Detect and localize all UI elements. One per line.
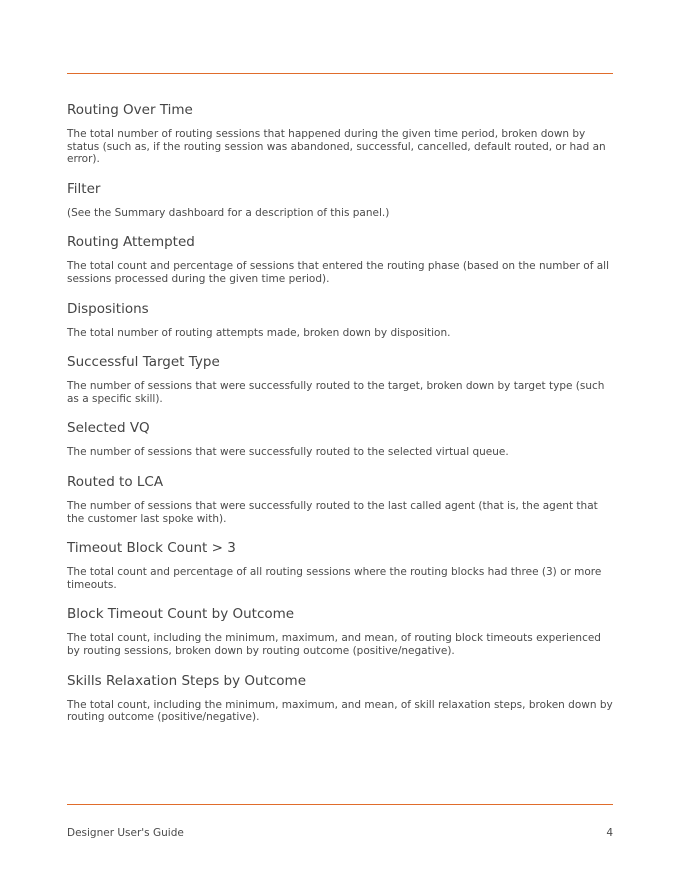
section-body: The total count and percentage of all routing sessions where the routing blocks had three (3) or more timeouts. (67, 566, 602, 591)
section-heading: Routing Attempted (67, 234, 195, 251)
footer-guide-title: Designer User's Guide (67, 827, 184, 839)
section-body: The total count and percentage of sessions that entered the routing phase (based on the number of all sessions processed during the given time period). (67, 260, 610, 285)
section-body: (See the Summary dashboard for a description of this panel.) (67, 206, 390, 219)
footer-divider (67, 804, 613, 805)
section-block-timeout-count-by-outcome (67, 605, 615, 657)
section-dispositions (67, 300, 615, 340)
section-routing-attempted (67, 233, 615, 285)
section-successful-target-type (67, 353, 615, 405)
section-selected-vq (67, 419, 615, 459)
section-routed-to-lca (67, 473, 615, 525)
section-timeout-block-count (67, 539, 615, 591)
section-skills-relaxation-steps (67, 672, 615, 724)
section-heading: Dispositions (67, 300, 149, 317)
footer-page-number: 4 (606, 827, 613, 839)
section-routing-over-time (67, 101, 615, 166)
section-filter (67, 180, 615, 220)
section-body: The number of sessions that were successfully routed to the target, broken down by target type (such as a specific skill). (67, 380, 605, 405)
document-body (67, 101, 615, 738)
header-divider (67, 73, 613, 74)
section-heading: Skills Relaxation Steps by Outcome (67, 672, 307, 689)
section-heading: Timeout Block Count > 3 (67, 540, 236, 557)
section-heading: Filter (67, 180, 101, 197)
section-body: The total count, including the minimum, maximum, and mean, of routing block timeouts experienced by routing sessions, broken down by routing outcome (positive/negative). (67, 632, 601, 657)
section-heading: Selected VQ (67, 420, 150, 437)
section-heading: Routing Over Time (67, 102, 193, 118)
section-body: The number of sessions that were successfully routed to the selected virtual queue. (67, 446, 509, 459)
section-body: The number of sessions that were successfully routed to the last called agent (that is, the agent that the customer last spoke with). (67, 499, 598, 525)
section-body: The total number of routing attempts made, broken down by disposition. (67, 326, 451, 339)
section-body: The total number of routing sessions that happened during the given time period, broken down by status (such as, if the routing session was abandoned, successful, cancelled, default routed, or had an error). (67, 128, 606, 166)
section-heading: Block Timeout Count by Outcome (67, 606, 295, 623)
section-heading: Routed to LCA (67, 473, 164, 490)
section-heading: Successful Target Type (67, 354, 220, 371)
section-body: The total count, including the minimum, maximum, and mean, of skill relaxation steps, broken down by routing outcome (positive/negative). (67, 698, 613, 724)
